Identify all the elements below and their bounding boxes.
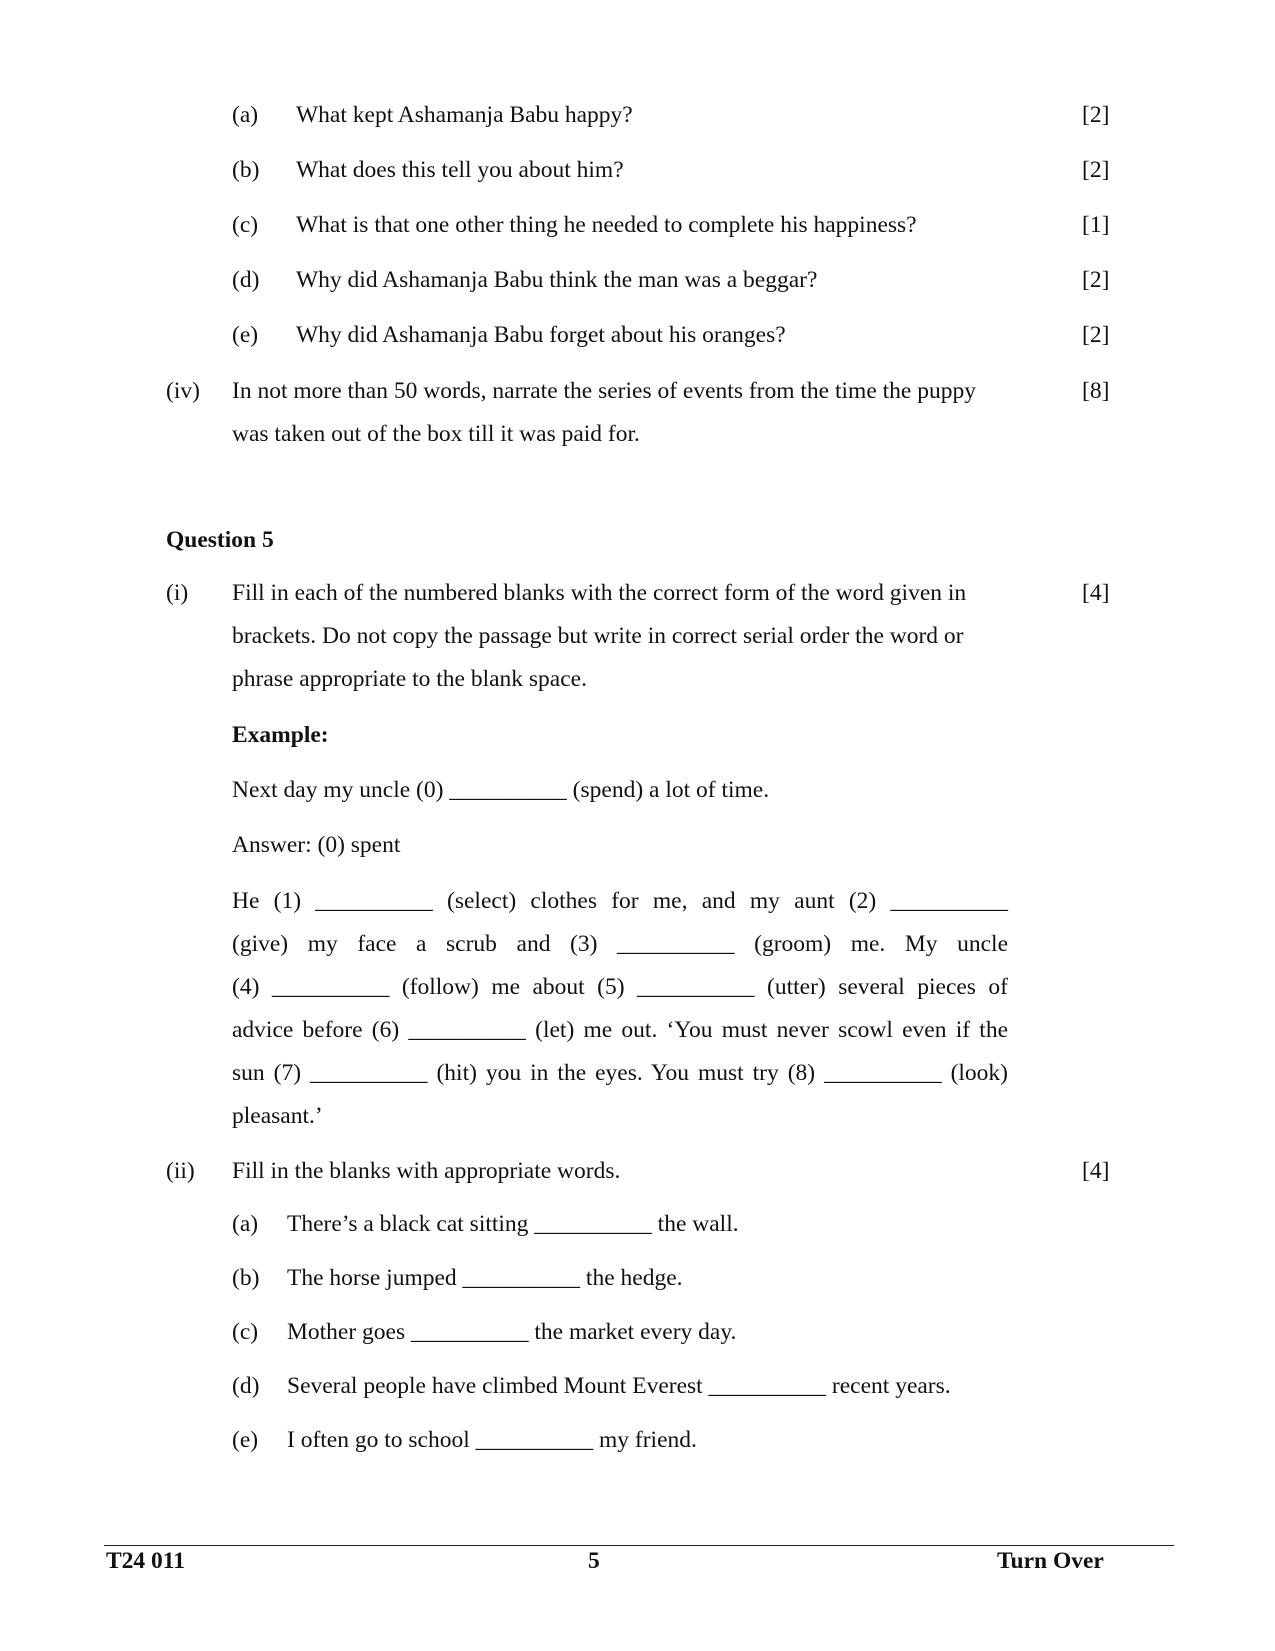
q5-i-marks: [4] — [1082, 580, 1110, 606]
passage-line-5: sun (7) __________ (hit) you in the eyes. You must try (8) __________ (look) — [232, 1060, 1008, 1086]
q5-i-label: (i) — [166, 580, 189, 606]
q4-sub-c-label: (c) — [232, 212, 259, 238]
q4-sub-c-marks: [1] — [1082, 212, 1110, 238]
q4-sub-a-text: What kept Ashamanja Babu happy? — [296, 102, 633, 128]
example-heading: Example: — [232, 722, 329, 748]
q4-sub-b-label: (b) — [232, 157, 260, 183]
q5-ii-e-label: (e) — [232, 1427, 259, 1453]
passage-line-1: He (1) __________ (select) clothes for me, and my aunt (2) __________ — [232, 888, 1008, 914]
q4-sub-d-text: Why did Ashamanja Babu think the man was a beggar? — [296, 267, 818, 293]
q4-sub-d-label: (d) — [232, 267, 260, 293]
q5-ii-a-label: (a) — [232, 1211, 259, 1237]
question-5-heading: Question 5 — [166, 527, 274, 553]
q5-ii-e-text: I often go to school __________ my friend. — [287, 1427, 697, 1453]
footer-turn-over: Turn Over — [997, 1548, 1104, 1574]
q5-ii-c-text: Mother goes __________ the market every day. — [287, 1319, 737, 1345]
footer-page-number: 5 — [588, 1548, 600, 1574]
q5-ii-b-label: (b) — [232, 1265, 260, 1291]
q5-i-line1: Fill in each of the numbered blanks with the correct form of the word given in — [232, 580, 967, 606]
q5-ii-d-text: Several people have climbed Mount Everest __________ recent years. — [287, 1373, 951, 1399]
q4-iv-label: (iv) — [166, 378, 200, 404]
q5-ii-d-label: (d) — [232, 1373, 260, 1399]
example-line: Next day my uncle (0) __________ (spend) a lot of time. — [232, 777, 770, 803]
footer-divider — [104, 1545, 1174, 1546]
footer-paper-code: T24 011 — [106, 1548, 186, 1574]
q4-sub-e-text: Why did Ashamanja Babu forget about his oranges? — [296, 322, 786, 348]
q4-sub-b-text: What does this tell you about him? — [296, 157, 624, 183]
q5-i-line2: brackets. Do not copy the passage but write in correct serial order the word or — [232, 623, 964, 649]
q4-sub-d-marks: [2] — [1082, 267, 1110, 293]
q5-ii-marks: [4] — [1082, 1158, 1110, 1184]
q4-iv-line1: In not more than 50 words, narrate the series of events from the time the puppy — [232, 378, 976, 404]
q4-iv-line2: was taken out of the box till it was paid for. — [232, 421, 640, 447]
q5-ii-b-text: The horse jumped __________ the hedge. — [287, 1265, 683, 1291]
q5-i-line3: phrase appropriate to the blank space. — [232, 666, 587, 692]
passage-line-4: advice before (6) __________ (let) me out. ‘You must never scowl even if the — [232, 1017, 1008, 1043]
q4-iv-marks: [8] — [1082, 378, 1110, 404]
q5-ii-c-label: (c) — [232, 1319, 259, 1345]
q5-ii-a-text: There’s a black cat sitting __________ the wall. — [287, 1211, 739, 1237]
q4-sub-c-text: What is that one other thing he needed to complete his happiness? — [296, 212, 917, 238]
q4-sub-a-label: (a) — [232, 102, 259, 128]
q4-sub-e-label: (e) — [232, 322, 259, 348]
q5-ii-text: Fill in the blanks with appropriate words. — [232, 1158, 621, 1184]
passage-line-2: (give) my face a scrub and (3) __________ (groom) me. My uncle — [232, 931, 1008, 957]
answer-line: Answer: (0) spent — [232, 832, 401, 858]
q4-sub-e-marks: [2] — [1082, 322, 1110, 348]
passage-line-6: pleasant.’ — [232, 1103, 323, 1129]
q4-sub-a-marks: [2] — [1082, 102, 1110, 128]
q5-ii-label: (ii) — [166, 1158, 195, 1184]
passage-line-3: (4) __________ (follow) me about (5) __________ (utter) several pieces of — [232, 974, 1008, 1000]
q4-sub-b-marks: [2] — [1082, 157, 1110, 183]
